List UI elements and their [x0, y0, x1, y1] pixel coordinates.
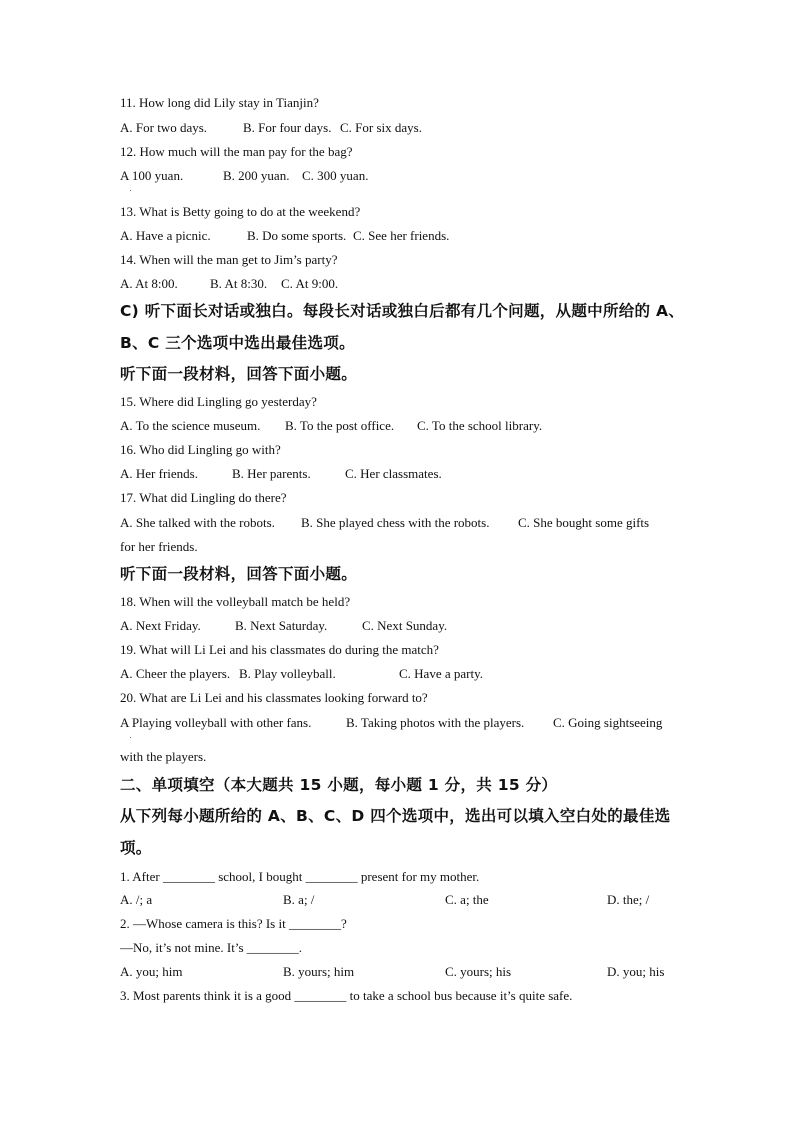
option-c: C. For six days. [340, 120, 422, 135]
question-20: 20. What are Li Lei and his classmates looking forward to? [120, 690, 428, 705]
option-c: C. Her classmates. [345, 466, 442, 481]
section-instruction: 从下列每小题所给的 A、B、C、D 四个选项中，选出可以填入空白处的最佳选 [120, 807, 671, 825]
option-c: C. See her friends. [353, 228, 450, 243]
question-15: 15. Where did Lingling go yesterday? [120, 394, 317, 409]
section-title: 二、单项填空（本大题共 15 小题，每小题 1 分，共 15 分） [120, 776, 558, 794]
option-d: D. you; his [607, 964, 665, 979]
option-c: C. Have a party. [399, 666, 483, 681]
option-a: A. For two days. [120, 120, 208, 135]
option-a: A. Next Friday. [120, 618, 201, 633]
question-11: 11. How long did Lily stay in Tianjin? [120, 95, 319, 110]
grammar-question-2-reply: —No, it’s not mine. It’s ________. [120, 940, 302, 955]
material-heading: 听下面一段材料，回答下面小题。 [120, 365, 358, 383]
option-c: C. yours; his [445, 964, 512, 979]
option-c: C. 300 yuan. [302, 168, 369, 183]
question-16: 16. Who did Lingling go with? [120, 442, 281, 457]
option-a: A. At 8:00. [120, 276, 178, 291]
option-b: B. Do some sports. [247, 228, 347, 243]
grammar-question-3: 3. Most parents think it is a good ________ to take a school bus because it’s quite safe. [120, 988, 573, 1003]
option-b: B. Her parents. [232, 466, 311, 481]
grammar-question-2: 2. —Whose camera is this? Is it ________? [120, 916, 347, 931]
question-17: 17. What did Lingling do there? [120, 490, 287, 505]
grammar-question-1: 1. After ________ school, I bought ________ present for my mother. [120, 869, 480, 884]
question-19: 19. What will Li Lei and his classmates do during the match? [120, 642, 439, 657]
option-b: B. 200 yuan. [223, 168, 290, 183]
option-b: B. Play volleyball. [239, 666, 336, 681]
section-c-instruction-cont: B、C 三个选项中选出最佳选项。 [120, 334, 355, 352]
question-14: 14. When will the man get to Jim’s party? [120, 252, 338, 267]
option-a: A. Cheer the players. [120, 666, 231, 681]
option-a: A. /; a [120, 892, 153, 907]
stray-dot [130, 737, 131, 738]
option-d: D. the; / [607, 892, 650, 907]
option-c: C. Going sightseeing [553, 715, 663, 730]
option-b: B. For four days. [243, 120, 332, 135]
option-b: B. a; / [283, 892, 315, 907]
option-c-continued: for her friends. [120, 539, 198, 554]
option-c: C. Next Sunday. [362, 618, 448, 633]
option-a: A. Have a picnic. [120, 228, 211, 243]
option-a: A 100 yuan. [120, 168, 184, 183]
option-b: B. To the post office. [285, 418, 395, 433]
question-12: 12. How much will the man pay for the bag? [120, 144, 353, 159]
option-c: C. a; the [445, 892, 489, 907]
option-a: A. She talked with the robots. [120, 515, 275, 530]
option-b: B. At 8:30. [210, 276, 268, 291]
material-heading: 听下面一段材料，回答下面小题。 [120, 565, 358, 583]
option-b: B. Taking photos with the players. [346, 715, 525, 730]
option-b: B. She played chess with the robots. [301, 515, 490, 530]
option-b: B. yours; him [283, 964, 355, 979]
option-c: C. At 9:00. [281, 276, 339, 291]
question-18: 18. When will the volleyball match be held? [120, 594, 351, 609]
stray-dot [130, 190, 131, 191]
option-c: C. To the school library. [417, 418, 543, 433]
section-c-instruction: C) 听下面长对话或独白。每段长对话或独白后都有几个问题，从题中所给的 A、 [120, 302, 685, 320]
question-13: 13. What is Betty going to do at the weekend? [120, 204, 361, 219]
option-c: C. She bought some gifts [518, 515, 650, 530]
option-a: A Playing volleyball with other fans. [120, 715, 312, 730]
option-a: A. To the science museum. [120, 418, 261, 433]
option-a: A. you; him [120, 964, 183, 979]
option-b: B. Next Saturday. [235, 618, 328, 633]
option-a: A. Her friends. [120, 466, 198, 481]
option-c-continued: with the players. [120, 749, 207, 764]
section-instruction-cont: 项。 [120, 839, 152, 857]
